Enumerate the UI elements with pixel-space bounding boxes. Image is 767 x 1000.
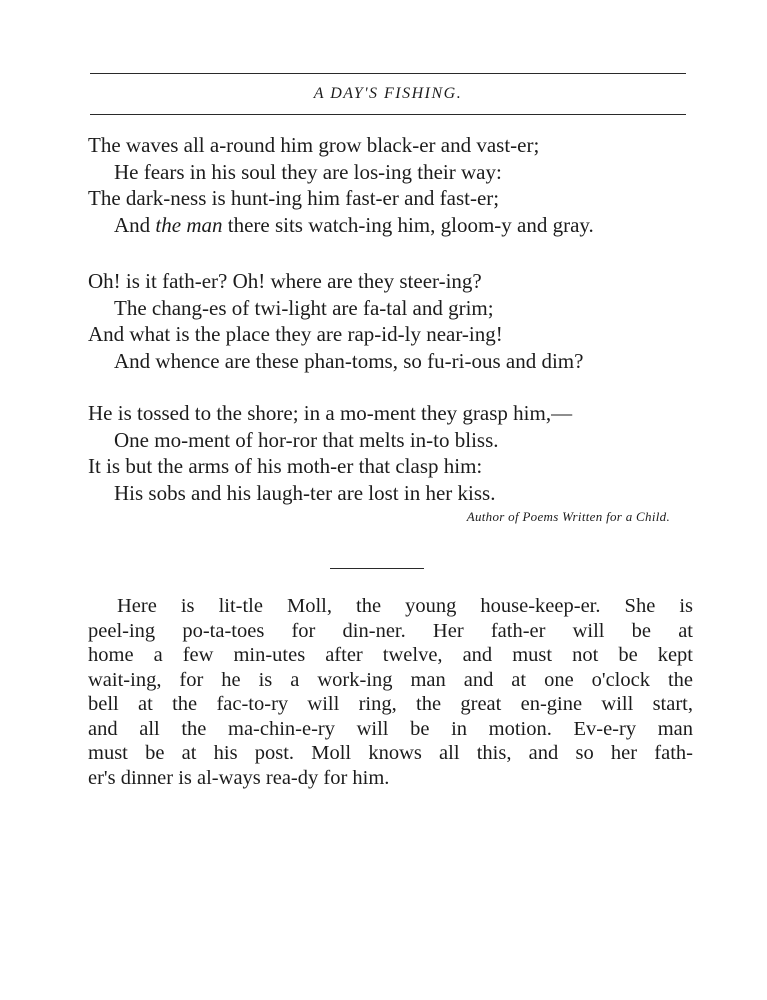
poem-line-text: there sits watch-ing him, gloom-y and gray. — [222, 212, 594, 237]
prose-line: bell at the fac-to-ry will ring, the great en-gine will start, — [88, 693, 693, 715]
poem-line: He is tossed to the shore; in a mo-ment they grasp him,— — [88, 401, 573, 425]
poem-line: Oh! is it fath-er? Oh! where are they steer-ing? — [88, 269, 482, 293]
header-rule-top — [90, 73, 686, 74]
poem-stanza-3 — [88, 400, 698, 506]
poem-line: And whence are these phan-toms, so fu-ri-ous and dim? — [114, 348, 584, 373]
running-head: A DAY'S FISHING. — [313, 85, 463, 102]
poem-attribution: Author of Poems Written for a Child. — [466, 509, 670, 524]
poem-stanza-1 — [88, 132, 698, 238]
poem-line: His sobs and his laugh-ter are lost in her kiss. — [114, 480, 496, 505]
poem-stanza-2 — [88, 268, 698, 374]
poem-line: One mo-ment of hor-ror that melts in-to bliss. — [114, 427, 499, 452]
poem-line — [88, 212, 698, 239]
poem-line: The chang-es of twi-light are fa-tal and grim; — [114, 295, 494, 320]
header-rule-bottom — [90, 114, 686, 115]
poem-line: The waves all a-round him grow black-er and vast-er; — [88, 133, 540, 157]
prose-line: and all the ma-chin-e-ry will be in motion. Ev-e-ry man — [88, 717, 693, 740]
poem-line-italic: the man — [155, 212, 223, 237]
prose-line: must be at his post. Moll knows all this, and so her fath- — [88, 742, 693, 764]
poem-line-text: And — [114, 212, 156, 237]
poem-line: It is but the arms of his moth-er that clasp him: — [88, 454, 483, 478]
poem-line: And what is the place they are rap-id-ly near-ing! — [88, 322, 503, 346]
poem-line: He fears in his soul they are los-ing their way: — [114, 159, 502, 184]
section-divider — [330, 568, 424, 569]
prose-paragraph — [88, 594, 693, 790]
prose-line: er's dinner is al-ways rea-dy for him. — [88, 766, 390, 789]
prose-line: peel-ing po-ta-toes for din-ner. Her fath-er will be at — [88, 619, 693, 642]
poem-line: The dark-ness is hunt-ing him fast-er and fast-er; — [88, 186, 500, 210]
prose-line: wait-ing, for he is a work-ing man and at one o'clock the — [88, 668, 693, 691]
prose-line: home a few min-utes after twelve, and must not be kept — [88, 644, 693, 666]
prose-line: Here is lit-tle Moll, the young house-keep-er. She is — [117, 595, 693, 617]
